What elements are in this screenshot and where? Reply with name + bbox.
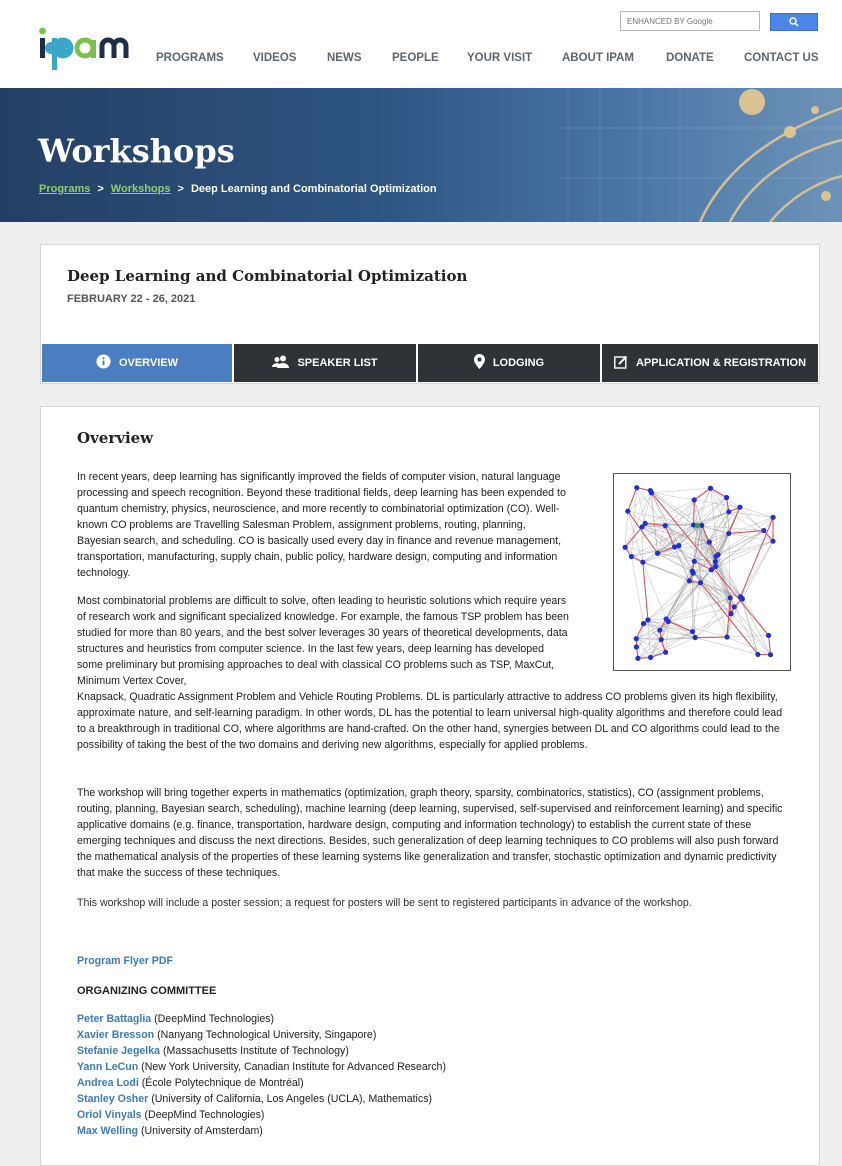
page-banner: [0, 88, 842, 222]
graph-node: [622, 545, 627, 550]
breadcrumb-separator: >: [97, 183, 103, 195]
graph-node: [698, 580, 703, 585]
tsp-graph-figure: [613, 473, 791, 671]
graph-node: [664, 616, 669, 621]
workshop-dates: FEBRUARY 22 - 26, 2021: [67, 293, 195, 305]
workshop-header-card: [40, 244, 820, 384]
member-affiliation: (DeepMind Technologies): [151, 1013, 274, 1025]
graph-node: [655, 551, 660, 556]
graph-node: [713, 559, 718, 564]
member-name-link[interactable]: Stefanie Jegelka: [77, 1045, 160, 1057]
tab-label: OVERVIEW: [119, 357, 178, 369]
member-name-link[interactable]: Peter Battaglia: [77, 1013, 151, 1025]
page-title: Workshops: [38, 132, 235, 170]
logo-mark: [38, 26, 142, 74]
graph-node: [663, 523, 668, 528]
graph-node: [640, 560, 645, 565]
member-affiliation: (Massachusetts Institute of Technology): [160, 1045, 349, 1057]
graph-node: [766, 633, 771, 638]
info-icon: [96, 354, 111, 372]
graph-node: [634, 644, 639, 649]
overview-heading: Overview: [77, 429, 153, 447]
tab-label: APPLICATION & REGISTRATION: [636, 357, 806, 369]
graph-node: [726, 509, 731, 514]
graph-node: [648, 488, 653, 493]
graph-node: [687, 578, 692, 583]
committee-member: [77, 1043, 446, 1059]
graph-node: [690, 569, 695, 574]
overview-paragraph-3: The workshop will bring together experts in mathematics (optimization, graph theory, sparsity, combinatorics, statistics), CO (assignment problems, routing, planning, Bayesian search, scheduling), machine learning (deep learning, supervised, self-supervised and reinforcement learning) and specific applicative domains (e.g. finance, transportation, hardware design, computing and information technology) to establish the current state of these emerging techniques and discuss the next directions. Besides, such generalization of deep learning techniques to CO problems will also push forward the mathematical analysis of the properties of these learning systems like generalization and transfer, stochastic optimization and dynamic predictivity that make the success of these techniques.: [77, 785, 789, 881]
graph-node: [676, 543, 681, 548]
graph-node: [659, 637, 664, 642]
overview-paragraph-1: In recent years, deep learning has significantly improved the fields of computer vision, natural language processing and speech recognition. Beyond these traditional fields, deep learning has been expended to quantum chemistry, physics, neuroscience, and more recently to combinatorial optimization (CO). Well-known CO problems are Travelling Salesman Problem, assignment problems, routing, planning, Bayesian search, and scheduling. CO is basically used every day in finance and revenue management, transportation, manufacturing, supply chain, public policy, hardware design, computing and information technology.: [77, 469, 569, 581]
graph-node: [724, 495, 729, 500]
breadcrumb-workshops[interactable]: Workshops: [111, 183, 171, 195]
tsp-graph-image: [614, 474, 790, 670]
graph-node: [715, 552, 720, 557]
tab-lodging[interactable]: [418, 344, 600, 382]
committee-member: [77, 1075, 446, 1091]
member-name-link[interactable]: Max Welling: [77, 1125, 138, 1137]
graph-node: [707, 540, 712, 545]
committee-list: [77, 1011, 446, 1139]
nav-news[interactable]: NEWS: [327, 52, 362, 64]
graph-node: [755, 652, 760, 657]
nav-contact-us[interactable]: CONTACT US: [744, 52, 819, 64]
nav-your-visit[interactable]: YOUR VISIT: [467, 52, 532, 64]
graph-node: [768, 652, 773, 657]
breadcrumb-separator: >: [178, 183, 184, 195]
graph-node: [695, 523, 700, 528]
committee-member: [77, 1059, 446, 1075]
tab-speaker-list[interactable]: [234, 344, 416, 382]
overview-paragraph-2-start: Most combinatorial problems are difficult to solve, often leading to heuristic solutions which require years of research work and significant specialized knowledge. For example, the famous TSP problem has been studied for more than 80 years, and the best solver leverages 30 years of theoretical developments, data structures and heuristics from computer science. In the last few years, deep learning has developed some preliminary but promising approaches to deal with classical CO problems such as TSP, MaxCut, Minimum Vertex Cover,: [77, 593, 569, 689]
graph-node: [648, 655, 653, 660]
site-header: [0, 0, 842, 88]
search-icon: [789, 17, 799, 27]
graph-node: [728, 611, 733, 616]
workshop-tabs: [42, 344, 818, 382]
graph-node: [634, 636, 639, 641]
member-affiliation: (New York University, Canadian Institute for Advanced Research): [138, 1061, 446, 1073]
member-name-link[interactable]: Xavier Bresson: [77, 1029, 154, 1041]
committee-member: [77, 1123, 446, 1139]
graph-node: [770, 515, 775, 520]
workshop-title: Deep Learning and Combinatorial Optimization: [67, 267, 467, 285]
graph-node: [634, 485, 639, 490]
committee-member: [77, 1107, 446, 1123]
graph-node: [737, 505, 742, 510]
member-name-link[interactable]: Andrea Lodi: [77, 1077, 139, 1089]
nav-about-ipam[interactable]: ABOUT IPAM: [562, 52, 634, 64]
map-pin-icon: [474, 354, 485, 372]
graph-node: [693, 635, 698, 640]
tab-label: LODGING: [493, 357, 544, 369]
graph-node: [635, 656, 640, 661]
graph-node: [709, 567, 714, 572]
graph-node: [738, 594, 743, 599]
breadcrumb-programs[interactable]: Programs: [39, 183, 90, 195]
graph-node: [761, 528, 766, 533]
breadcrumb-current: Deep Learning and Combinatorial Optimization: [191, 183, 437, 195]
people-icon: [272, 355, 289, 371]
ipam-logo[interactable]: [38, 26, 142, 74]
overview-card: [40, 406, 820, 1166]
site-search: [620, 11, 820, 33]
tab-application-registration[interactable]: [602, 344, 818, 382]
tab-overview[interactable]: [42, 344, 232, 382]
committee-heading: ORGANIZING COMMITTEE: [77, 985, 216, 997]
graph-node: [692, 559, 697, 564]
member-affiliation: (University of Amsterdam): [138, 1125, 263, 1137]
nav-programs[interactable]: PROGRAMS: [156, 52, 224, 64]
edit-icon: [614, 355, 628, 372]
graph-node: [690, 629, 695, 634]
graph-node: [672, 544, 677, 549]
program-flyer-link[interactable]: Program Flyer PDF: [77, 953, 173, 969]
nav-videos[interactable]: VIDEOS: [253, 52, 296, 64]
tab-label: SPEAKER LIST: [297, 357, 377, 369]
member-name-link[interactable]: Yann LeCun: [77, 1061, 138, 1073]
graph-edges: [625, 488, 773, 659]
member-affiliation: (Nanyang Technological University, Singapore): [154, 1029, 376, 1041]
nav-people[interactable]: PEOPLE: [392, 52, 439, 64]
overview-paragraph-4: This workshop will include a poster session; a request for posters will be sent to registered participants in advance of the workshop.: [77, 895, 789, 911]
member-name-link[interactable]: Oriol Vinyals: [77, 1109, 142, 1121]
graph-node: [713, 564, 718, 569]
search-button[interactable]: [770, 13, 818, 31]
member-affiliation: (University of California, Los Angeles (UCLA), Mathematics): [148, 1093, 432, 1105]
graph-node: [625, 509, 630, 514]
graph-node: [770, 539, 775, 544]
overview-paragraph-2-end: Knapsack, Quadratic Assignment Problem and Vehicle Routing Problems. DL is particularly attractive to address CO problems given its high flexibility, approximate nature, and self-learning paradigm. In other words, DL has the potential to learn universal high-quality algorithms and therefore could lead to a breakthrough in traditional CO, where algorithms are hand-crafted. On the other hand, synergies between DL and CO algorithms could lead to the possibility of taking the best of the two domains and deriving new algorithms, especially for applied problems.: [77, 689, 789, 753]
graph-node: [692, 497, 697, 502]
breadcrumb: [39, 183, 437, 195]
graph-node: [641, 621, 646, 626]
graph-node: [663, 650, 668, 655]
member-affiliation: (École Polytechnique de Montréal): [139, 1077, 304, 1089]
nav-donate[interactable]: DONATE: [666, 52, 714, 64]
committee-member: [77, 1091, 446, 1107]
committee-member: [77, 1027, 446, 1043]
graph-node: [708, 486, 713, 491]
member-name-link[interactable]: Stanley Osher: [77, 1093, 148, 1105]
graph-node: [643, 521, 648, 526]
committee-member: [77, 1011, 446, 1027]
graph-node: [726, 531, 731, 536]
graph-node: [732, 604, 737, 609]
search-input[interactable]: [620, 11, 760, 31]
graph-node: [645, 617, 650, 622]
graph-node: [629, 554, 634, 559]
graph-node: [724, 634, 729, 639]
member-affiliation: (DeepMind Technologies): [142, 1109, 265, 1121]
graph-node: [657, 628, 662, 633]
graph-node: [728, 595, 733, 600]
